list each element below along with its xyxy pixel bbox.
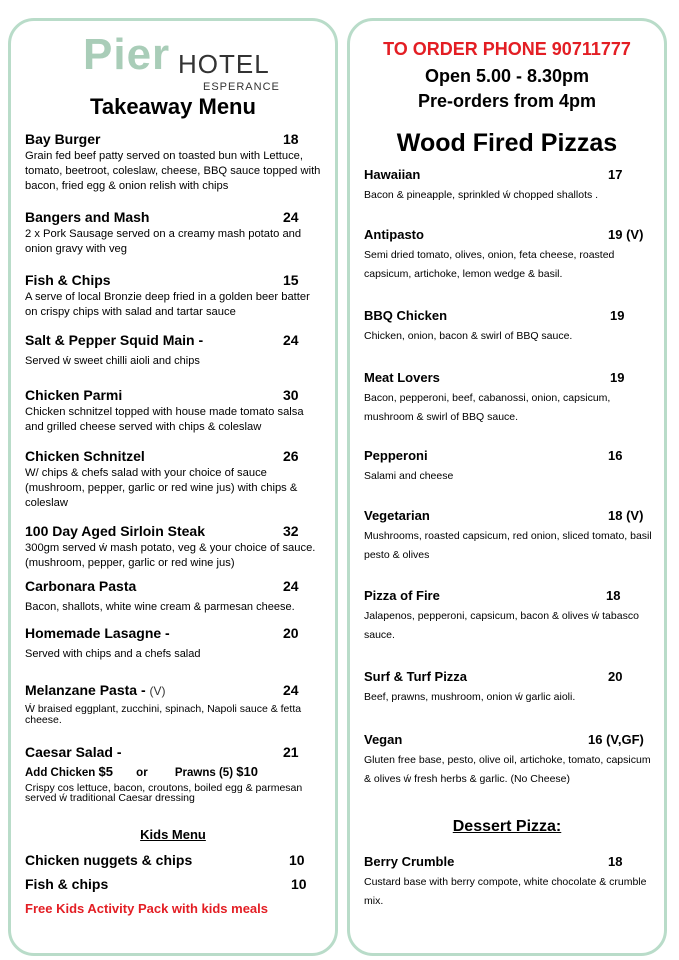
item-name: Fish & Chips: [25, 272, 111, 288]
item-price: 24: [283, 209, 299, 225]
preorder-hours: Pre-orders from 4pm: [417, 91, 597, 111]
item-name: Chicken Schnitzel: [25, 448, 145, 464]
pizza-section-title: Wood Fired Pizzas: [396, 129, 618, 157]
pizza-price: 16 (V,GF): [588, 732, 644, 747]
menu-item: [25, 209, 325, 257]
addon-prawns-price: $10: [236, 764, 258, 779]
pizza-name: Pizza of Fire: [364, 588, 440, 603]
pizza-description: Bacon & pineapple, sprinkled ẃ chopped shallots .: [364, 189, 599, 201]
menu-item: [25, 332, 325, 368]
pizza-price: 19: [610, 308, 625, 323]
menu-item: [25, 625, 325, 661]
pizza-price: 16: [608, 448, 623, 463]
pizza-description: Chicken, onion, bacon & swirl of BBQ sauce.: [364, 330, 573, 342]
open-hours: Open 5.00 - 8.30pm: [424, 66, 590, 86]
caesar-addons: [25, 764, 325, 781]
item-description: Ẃ braised eggplant, zucchini, spinach, Napoli sauce & fetta cheese.: [25, 703, 302, 726]
pizza-name: Surf & Turf Pizza: [364, 669, 468, 684]
pizza-price: 19: [610, 370, 625, 385]
pizza-name: Hawaiian: [364, 167, 421, 182]
item-description: 300gm served ẃ mash potato, veg & your choice of sauce. (mushroom, pepper, garlic or red wine jus): [25, 542, 316, 569]
menu-item: [25, 523, 325, 571]
item-description: Grain fed beef patty served on toasted bun with Lettuce, tomato, beetroot, coleslaw, cheese, BBQ sauce topped with bacon, fried egg & onion relish with chips: [25, 150, 321, 192]
menu-item: [25, 387, 325, 435]
item-description: Served with chips and a chefs salad: [25, 648, 201, 660]
pizza-name: Vegan: [364, 732, 403, 747]
pizza-item: [364, 588, 654, 645]
item-price: 18: [283, 131, 299, 147]
logo-pier: Pier: [83, 30, 171, 79]
item-price: 32: [283, 523, 299, 539]
addon-chicken-price: $5: [98, 764, 113, 779]
dessert-item: [364, 854, 654, 911]
kids-item: [25, 852, 325, 869]
logo-hotel: HOTEL: [178, 49, 270, 79]
pizza-description: Mushrooms, roasted capsicum, red onion, sliced tomato, basil pesto & olives: [364, 530, 652, 561]
dessert-description: Custard base with berry compote, white chocolate & crumble mix.: [364, 876, 647, 907]
item-description: Chicken schnitzel topped with house made tomato salsa and grilled cheese served with chips & coleslaw: [25, 406, 304, 433]
pizza-price: 18: [606, 588, 621, 603]
item-name: Homemade Lasagne -: [25, 625, 170, 641]
pizza-item: [364, 308, 654, 346]
pizza-description: Beef, prawns, mushroom, onion ẃ garlic aioli.: [364, 691, 576, 703]
takeaway-menu-panel: [8, 18, 338, 956]
kids-menu-title: Kids Menu: [140, 827, 206, 842]
item-description: W/ chips & chefs salad with your choice of sauce (mushroom, pepper, garlic or red wine jus) with chips & coleslaw: [25, 467, 298, 509]
order-phone: TO ORDER PHONE 90711777: [383, 39, 631, 59]
item-price: 24: [283, 578, 299, 594]
dessert-price: 18: [608, 854, 623, 869]
pizza-name: Vegetarian: [364, 508, 430, 523]
pizza-item: [364, 448, 654, 486]
pizza-description: Semi dried tomato, olives, onion, feta cheese, roasted capsicum, artichoke, lemon wedge & basil.: [364, 249, 615, 280]
item-price: 20: [283, 625, 299, 641]
item-price: 30: [283, 387, 299, 403]
pizza-item: [364, 508, 654, 565]
item-price: 10: [291, 876, 307, 892]
dessert-section-title: Dessert Pizza:: [452, 818, 562, 835]
addon-prawns: Prawns (5): [174, 767, 234, 779]
item-name: 100 Day Aged Sirloin Steak: [25, 523, 205, 539]
pizza-description: Salami and cheese: [364, 470, 454, 482]
item-price: 10: [289, 852, 305, 868]
pizza-price: 17: [608, 167, 623, 182]
item-description: A serve of local Bronzie deep fried in a golden beer batter on crispy chips with salad and tartar sauce: [25, 291, 310, 318]
pizza-price: 18 (V): [608, 508, 644, 523]
menu-item: [25, 131, 325, 194]
addon-chicken: Add Chicken: [25, 767, 96, 779]
item-name: Caesar Salad -: [25, 744, 122, 760]
pizza-description: Jalapenos, pepperoni, capsicum, bacon & olives ẃ tabasco sauce.: [364, 610, 639, 641]
item-name: Bay Burger: [25, 131, 101, 147]
item-price: 26: [283, 448, 299, 464]
logo-location: ESPERANCE: [203, 81, 280, 93]
menu-item: [25, 744, 325, 803]
menu-item: [25, 272, 325, 320]
pizza-menu-panel: [347, 18, 667, 956]
pizza-price: 19 (V): [608, 227, 644, 242]
item-name: Chicken nuggets & chips: [25, 852, 193, 868]
kids-item: [25, 876, 325, 893]
takeaway-menu-title: Takeaway Menu: [90, 94, 256, 119]
pizza-name: Antipasto: [364, 227, 424, 242]
item-name: Carbonara Pasta: [25, 578, 137, 594]
kids-activity-note: Free Kids Activity Pack with kids meals: [25, 901, 269, 916]
item-name: Chicken Parmi: [25, 387, 123, 403]
menu-item: [25, 578, 325, 614]
pizza-name: Meat Lovers: [364, 370, 440, 385]
item-price: 15: [283, 272, 299, 288]
pizza-item: [364, 370, 654, 427]
menu-item: [25, 448, 325, 511]
pizza-description: Bacon, pepperoni, beef, cabanossi, onion, capsicum, mushroom & swirl of BBQ sauce.: [364, 392, 611, 423]
vegetarian-tag: (V): [149, 684, 166, 698]
item-description: Crispy cos lettuce, bacon, croutons, boiled egg & parmesan served ẃ traditional Caesar dressing: [25, 782, 303, 804]
item-description: Bacon, shallots, white wine cream & parmesan cheese.: [25, 601, 295, 613]
pizza-item: [364, 732, 654, 789]
pizza-item: [364, 669, 654, 707]
item-price: 24: [283, 332, 299, 348]
item-name: Bangers and Mash: [25, 209, 150, 225]
item-name: Salt & Pepper Squid Main -: [25, 332, 204, 348]
pizza-item: [364, 227, 654, 284]
pizza-item: [364, 167, 654, 205]
dessert-name: Berry Crumble: [364, 854, 455, 869]
pier-hotel-logo: [83, 30, 303, 93]
item-price: 24: [283, 682, 299, 698]
pizza-description: Gluten free base, pesto, olive oil, artichoke, tomato, capsicum & olives ẃ fresh herbs & garlic. (No Cheese): [364, 754, 651, 785]
pizza-price: 20: [608, 669, 623, 684]
item-name: Fish & chips: [25, 876, 109, 892]
pizza-name: Pepperoni: [364, 448, 428, 463]
item-price: 21: [283, 744, 299, 760]
menu-item: [25, 682, 325, 726]
item-description: 2 x Pork Sausage served on a creamy mash potato and onion gravy with veg: [25, 228, 302, 255]
addon-or: or: [136, 767, 148, 779]
pizza-name: BBQ Chicken: [364, 308, 448, 323]
item-description: Served ẃ sweet chilli aioli and chips: [25, 355, 200, 367]
item-name: Melanzane Pasta -: [25, 682, 146, 698]
